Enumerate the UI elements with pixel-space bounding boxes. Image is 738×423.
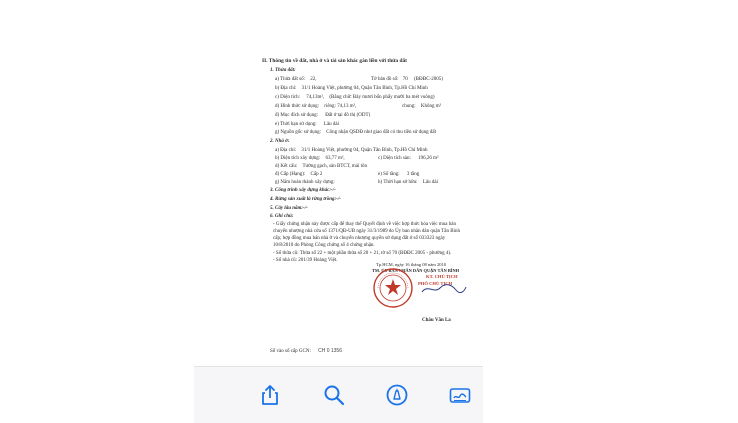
house-address-value: 31/1 Hoàng Việt, phường 04, Quận Tân Bình, Tp.Hồ Chí Minh <box>301 148 428 153</box>
origin-value: Công nhận QSDĐ như giao đất có thu tiền sử dụng đất <box>326 130 437 135</box>
search-button[interactable] <box>322 383 346 407</box>
on-behalf-label: KT. CHỦ TỊCH <box>426 274 458 279</box>
floor-area-row <box>378 156 439 162</box>
usage-form-row <box>275 104 356 110</box>
shared-use-label: chung: <box>402 104 416 109</box>
registry-value: CH 0 1356 <box>318 348 342 354</box>
land-area-row <box>275 95 435 101</box>
purpose-value: Đất ở tại đô thị (ODT) <box>325 113 371 118</box>
production-forest-title: 4. Rừng sản xuất là rừng trồng:-/- <box>270 197 341 202</box>
floor-area-value: 196,26 m² <box>418 156 439 161</box>
registry-row <box>270 348 342 355</box>
structure-label: d) Kết cấu: <box>275 164 298 169</box>
grade-row <box>275 172 322 178</box>
built-area-value: 63,77 m², <box>325 156 345 161</box>
bottom-toolbar <box>194 366 483 423</box>
section-heading: II. Thông tin về đất, nhà ở và tài sản khác gắn liền với thửa đất <box>262 58 407 64</box>
usage-form-value: riêng: 74,13 m², <box>324 104 357 109</box>
signing-date: Tp.HCM, ngày 16 tháng 08 năm 2010 <box>376 262 447 267</box>
parcel-number-row <box>275 77 316 83</box>
signature-icon <box>448 383 472 407</box>
map-sheet-value: 70 <box>402 77 408 82</box>
other-structures-title: 3. Công trình xây dựng khác:-/- <box>270 188 336 193</box>
share-icon <box>258 383 282 407</box>
floor-area-label: c) Diện tích sàn: <box>378 156 411 161</box>
completion-year-row <box>275 180 339 186</box>
grade-value: Cấp 2 <box>310 172 323 177</box>
term-value: Lâu dài <box>323 122 340 127</box>
usage-form-label: d) Hình thức sử dụng: <box>275 104 320 109</box>
ownership-term-label: h) Thời hạn sở hữu: <box>378 180 418 185</box>
land-section-title: 1. Thửa đất: <box>270 68 296 73</box>
note-line: chuyển nhượng nhà cửa số 1371/QĐ-UB ngày 31/3/1989 do Ủy ban nhân dân quận Tân Bình <box>273 229 460 234</box>
purpose-label: đ) Mục đích sử dụng: <box>275 113 318 118</box>
official-seal <box>372 267 414 309</box>
structure-row <box>275 164 367 170</box>
shared-use-value: Không m² <box>420 104 442 109</box>
signing-authority: TM. ỦY BAN NHÂN DÂN QUẬN TÂN BÌNH <box>372 268 460 273</box>
map-sheet-row <box>371 77 443 83</box>
floors-label: e) Số tầng: <box>378 172 400 177</box>
built-area-label: b) Diện tích xây dựng: <box>275 156 321 161</box>
parcel-label: a) Thửa đất số: <box>275 77 305 82</box>
land-area-value: 74,13m², <box>306 95 325 100</box>
note-line: 10/8/2010 do Phòng Công chứng số 4 chứng nhận. <box>273 243 375 248</box>
signer-name: Châu Văn La <box>422 318 451 323</box>
house-section-title: 2. Nhà ở: <box>270 139 290 144</box>
term-label: e) Thời hạn sử dụng: <box>275 122 317 127</box>
ownership-term-row <box>378 180 438 186</box>
share-button[interactable] <box>258 383 282 407</box>
origin-label: g) Nguồn gốc sử dụng: <box>275 130 322 135</box>
markup-button[interactable] <box>385 383 409 407</box>
notes-section-title: 6. Ghi chú: <box>270 214 294 219</box>
structure-value: Tường gạch, sàn BTCT, mái tôn <box>302 164 368 169</box>
map-sheet-label: Tờ bản đồ số: <box>371 77 399 82</box>
house-address-label: a) Địa chỉ: <box>275 148 297 153</box>
note-line: - Giấy chứng nhận này được cấp để thay thế Quyết định về việc hợp thức hóa việc mua bán <box>273 222 456 227</box>
completion-year-label: g) Năm hoàn thành xây dựng: <box>275 180 335 185</box>
built-area-row <box>275 156 345 162</box>
signer-title: PHÓ CHỦ TỊCH <box>418 281 453 286</box>
left-background <box>0 0 194 422</box>
note-line: - Số thửa cũ: Thửa số 22 + một phần thửa số 20 + 21, tờ số 70 (BĐĐC 2005 - phường 4). <box>273 251 452 256</box>
note-line: - Số nhà cũ: 201/39 Hoàng Việt. <box>273 258 338 263</box>
grade-label: đ) Cấp (Hạng): <box>275 172 306 177</box>
land-address-row <box>275 86 428 92</box>
shared-use-row <box>402 104 441 110</box>
search-icon <box>322 383 346 407</box>
floors-row <box>378 172 419 178</box>
house-address-row <box>275 148 428 154</box>
land-area-text: (Bằng chữ: Bảy mươi bốn phẩy mười ba mét vuông) <box>329 95 435 100</box>
signature-mark <box>420 282 468 296</box>
land-address-value: 31/1 Hoàng Việt, phường 04, Quận Tân Bình, Tp.Hồ Chí Minh <box>301 86 428 91</box>
right-background <box>483 0 738 422</box>
land-address-label: b) Địa chỉ: <box>275 86 297 91</box>
note-line: cấp; hợp đồng mua bán nhà ở và chuyển nhượng quyền sử dụng đất ở số 033323 ngày <box>273 236 446 241</box>
ownership-term-value: Lâu dài <box>422 180 438 185</box>
perennial-trees-title: 5. Cây lâu năm:-/- <box>270 206 308 211</box>
floors-value: 3 tầng <box>406 172 420 177</box>
signature-button[interactable] <box>448 383 472 407</box>
land-area-label: c) Diện tích: <box>275 95 300 100</box>
markup-icon <box>385 383 409 407</box>
parcel-value: 22, <box>310 77 317 82</box>
map-sheet-note: (BĐĐC-2005) <box>414 77 443 82</box>
origin-row <box>275 130 436 136</box>
registry-label: Số vào sổ cấp GCN: <box>270 349 311 354</box>
purpose-row <box>275 113 370 119</box>
term-row <box>275 122 339 128</box>
